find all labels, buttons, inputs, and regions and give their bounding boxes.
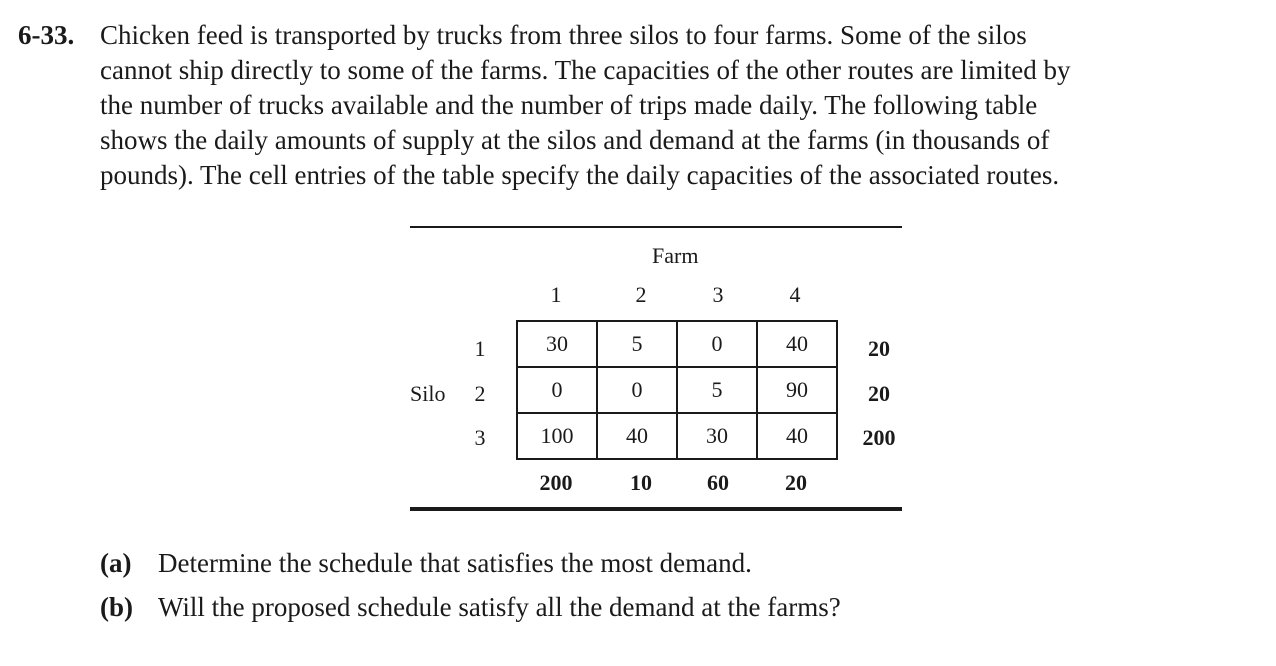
question-a	[100, 546, 752, 581]
problem-line: shows the daily amounts of supply at the silos and demand at the farms (in thousands of	[100, 125, 1050, 155]
capacity-grid	[516, 320, 838, 460]
problem-line: cannot ship directly to some of the farms. The capacities of the other routes are limited by	[100, 55, 1071, 85]
capacity-cell: 0	[597, 367, 677, 413]
farm-header-1: 1	[550, 282, 562, 307]
table-row	[517, 367, 837, 413]
table-row	[517, 413, 837, 459]
supply-value-silo-3: 200	[862, 425, 896, 450]
farm-header-2: 2	[635, 282, 647, 307]
capacity-cell: 5	[677, 367, 757, 413]
question-b	[100, 590, 841, 625]
capacity-cell: 100	[517, 413, 597, 459]
capacity-cell: 5	[597, 321, 677, 367]
question-label: (a)	[100, 548, 132, 578]
problem-number: 6-33.	[18, 20, 75, 50]
capacity-cell: 40	[597, 413, 677, 459]
silo-header-1: 1	[474, 336, 486, 361]
demand-value-farm-3: 60	[707, 470, 729, 495]
capacity-cell: 40	[757, 321, 837, 367]
capacity-cell: 0	[677, 321, 757, 367]
supply-value-silo-2: 20	[868, 381, 890, 406]
supply-value-silo-1: 20	[868, 336, 890, 361]
table-top-rule	[410, 226, 902, 228]
table-row	[517, 321, 837, 367]
silo-header-3: 3	[474, 425, 486, 450]
question-text: Determine the schedule that satisfies the most demand.	[158, 548, 752, 578]
farm-axis-label: Farm	[652, 243, 699, 268]
problem-line: the number of trucks available and the number of trips made daily. The following table	[100, 90, 1038, 120]
capacity-cell: 40	[757, 413, 837, 459]
capacity-cell: 90	[757, 367, 837, 413]
problem-line: Chicken feed is transported by trucks from three silos to four farms. Some of the silos	[100, 20, 1027, 50]
silo-axis-label: Silo	[410, 381, 446, 406]
demand-value-farm-2: 10	[630, 470, 652, 495]
capacity-cell: 30	[517, 321, 597, 367]
demand-value-farm-1: 200	[539, 470, 573, 495]
capacity-cell: 0	[517, 367, 597, 413]
table-bottom-rule	[410, 507, 902, 511]
demand-value-farm-4: 20	[785, 470, 807, 495]
question-text: Will the proposed schedule satisfy all the demand at the farms?	[158, 592, 841, 622]
problem-line: pounds). The cell entries of the table specify the daily capacities of the associated routes.	[100, 160, 1060, 190]
farm-header-3: 3	[712, 282, 724, 307]
question-label: (b)	[100, 592, 133, 622]
silo-header-2: 2	[474, 381, 486, 406]
capacity-cell: 30	[677, 413, 757, 459]
farm-header-4: 4	[789, 282, 801, 307]
